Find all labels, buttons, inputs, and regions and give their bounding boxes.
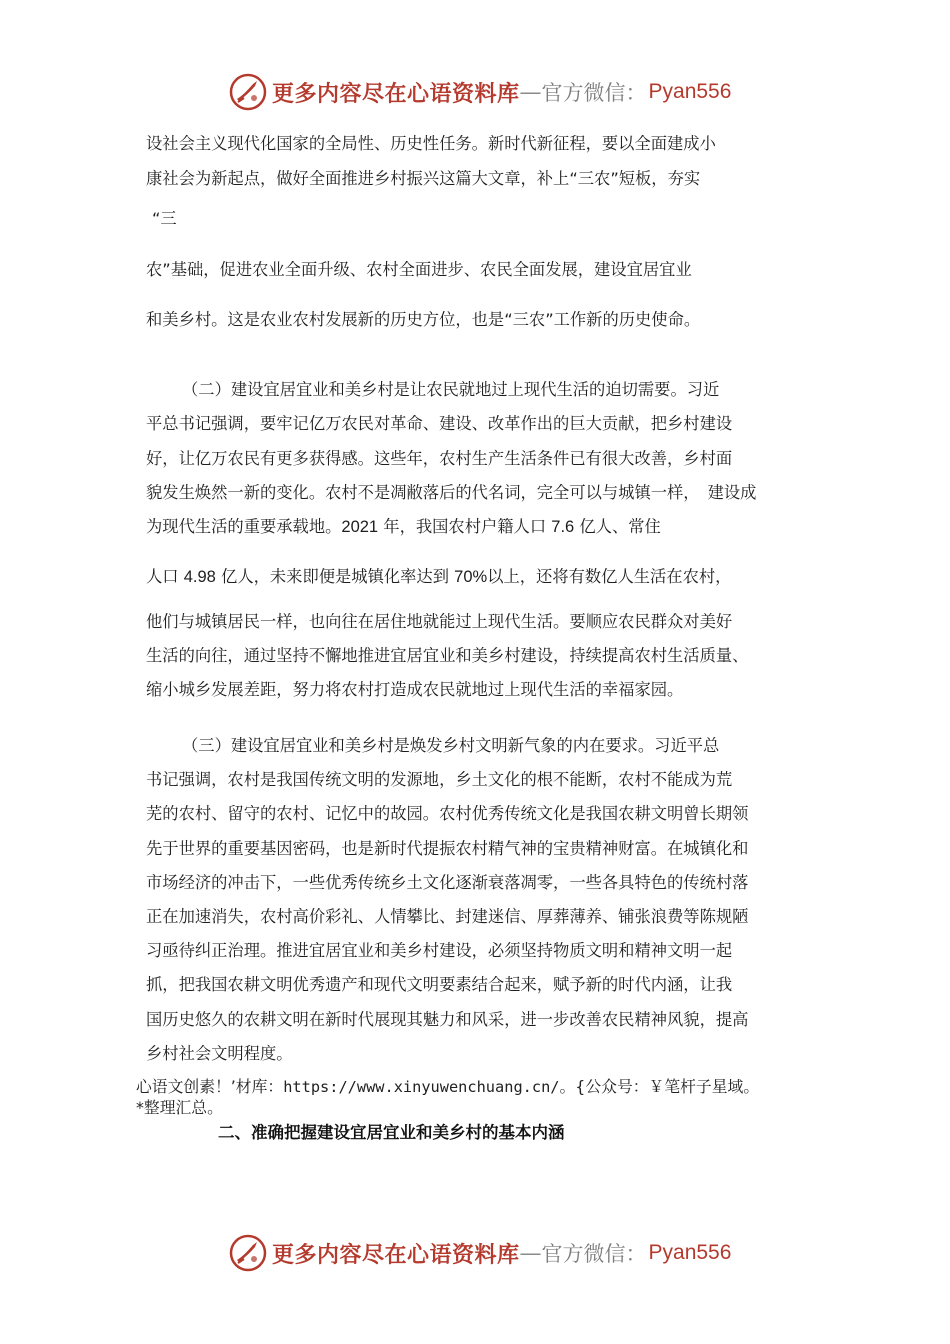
stats1-population: 7.6 [551,518,575,536]
banner-title: 更多内容尽在心语资料库 [272,1241,520,1268]
stats1-year: 2021 [341,518,379,536]
section-three-line-9: 国历史悠久的农耕文明在新时代展现其魅力和风采，进一步改善农民精神风貌，提高 [146,1010,749,1029]
watermark-note-line-2: *整理汇总。 [136,1098,223,1117]
section-two-line-2: 平总书记强调，要牢记亿万农民对革命、建设、改革作出的巨大贡献，把乡村建设 [146,414,733,433]
intro-line-1: 设社会主义现代化国家的全局性、历史性任务。新时代新征程，要以全面建成小 [146,134,716,153]
watermark-url: https://www.xinyuwenchuang.cn/ [283,1078,560,1096]
section-two-tail-line-1: 他们与城镇居民一样，也向往在居住地就能过上现代生活。要顺应农民群众对美好 [146,612,733,631]
stats2-pre: 人口 [146,567,184,586]
section-three-line-10: 乡村社会文明程度。 [146,1044,293,1063]
section-three-line-8: 抓，把我国农耕文明优秀遗产和现代文明要素结合起来，赋予新的时代内涵，让我 [146,975,733,994]
watermark-note-line-1 [136,1077,759,1097]
footer-banner [228,1233,731,1273]
section-three-line-1: （三）建设宜居宜业和美乡村是焕发乡村文明新气象的内在要求。习近平总 [182,736,720,755]
section-three-line-6: 正在加速消失，农村高价彩礼、人情攀比、封建迷信、厚葬薄养、铺张浪费等陈规陋 [146,907,749,926]
section-two-line-1: （二）建设宜居宜业和美乡村是让农民就地过上现代生活的迫切需要。习近 [182,380,720,399]
banner-wechat-id: Pyan556 [648,1241,732,1264]
stats2-post: 以上，还将有数亿人生活在农村， [487,567,732,586]
stats1-mid: 年，我国农村户籍人口 [378,517,552,536]
section-three-line-5: 市场经济的冲击下，一些优秀传统乡土文化逐渐衰落凋零，一些各具特色的传统村落 [146,873,749,892]
stats1-post: 亿人、常住 [574,517,661,536]
logo-icon [228,1233,268,1273]
section-two-tail-line-2: 生活的向往，通过坚持不懈地推进宜居宜业和美乡村建设，持续提高农村生活质量、 [146,646,749,665]
section-three-line-4: 先于世界的重要基因密码，也是新时代提振农村精气神的宝贵精神财富。在城镇化和 [146,839,749,858]
section-two-line-4 [146,482,756,504]
section-two-line-3: 好，让亿万农民有更多获得感。这些年，农村生产生活条件已有很大改善，乡村面 [146,449,733,468]
section-two-stats-line-1 [146,516,661,538]
section-two-line-4-text: 貌发生焕然一新的变化。农村不是凋敝落后的代名词，完全可以与城镇一样， [146,483,700,502]
section-two-tail-line-3: 缩小城乡发展差距，努力将农村打造成农民就地过上现代生活的幸福家园。 [146,680,684,699]
watermark-note-prefix: 心语文创素！’材库： [136,1077,284,1096]
section-two-stats-line-2 [146,566,731,588]
banner-wechat-label: 官方微信： [541,81,647,105]
header-banner [228,72,731,112]
section-three-line-2: 书记强调，农村是我国传统文明的发源地，乡土文化的根不能断，农村不能成为荒 [146,770,733,789]
section-two-line-4-tail: 建设成 [707,483,757,502]
banner-separator: — [519,79,542,105]
stats1-pre: 为现代生活的重要承载地。 [146,517,342,536]
intro-line-5: 和美乡村。这是农业农村发展新的历史方位，也是“三农”工作新的历史使命。 [146,310,701,329]
watermark-note-suffix: 。{公众号：￥笔杆子星域。 [559,1077,760,1096]
banner-wechat-label: 官方微信： [541,1242,647,1266]
stats2-rate: 70% [454,568,488,586]
section-heading: 二、准确把握建设宜居宜业和美乡村的基本内涵 [218,1123,565,1142]
banner-title: 更多内容尽在心语资料库 [272,80,520,107]
logo-icon [228,72,268,112]
stats2-resident: 4.98 [183,568,216,586]
section-three-line-7: 习亟待纠正治理。推进宜居宜业和美乡村建设，必须坚持物质文明和精神文明一起 [146,941,733,960]
intro-line-4: 农”基础，促进农业全面升级、农村全面进步、农民全面发展，建设宜居宜业 [146,260,692,279]
section-three-line-3: 芜的农村、留守的农村、记忆中的故园。农村优秀传统文化是我国农耕文明曾长期领 [146,804,749,823]
intro-line-2: 康社会为新起点，做好全面推进乡村振兴这篇大文章，补上“三农”短板，夯实 [146,169,701,188]
stats2-mid: 亿人，未来即便是城镇化率达到 [215,567,455,586]
intro-line-3: “三 [152,209,177,228]
banner-separator: — [519,1240,542,1266]
banner-wechat-id: Pyan556 [648,80,732,103]
